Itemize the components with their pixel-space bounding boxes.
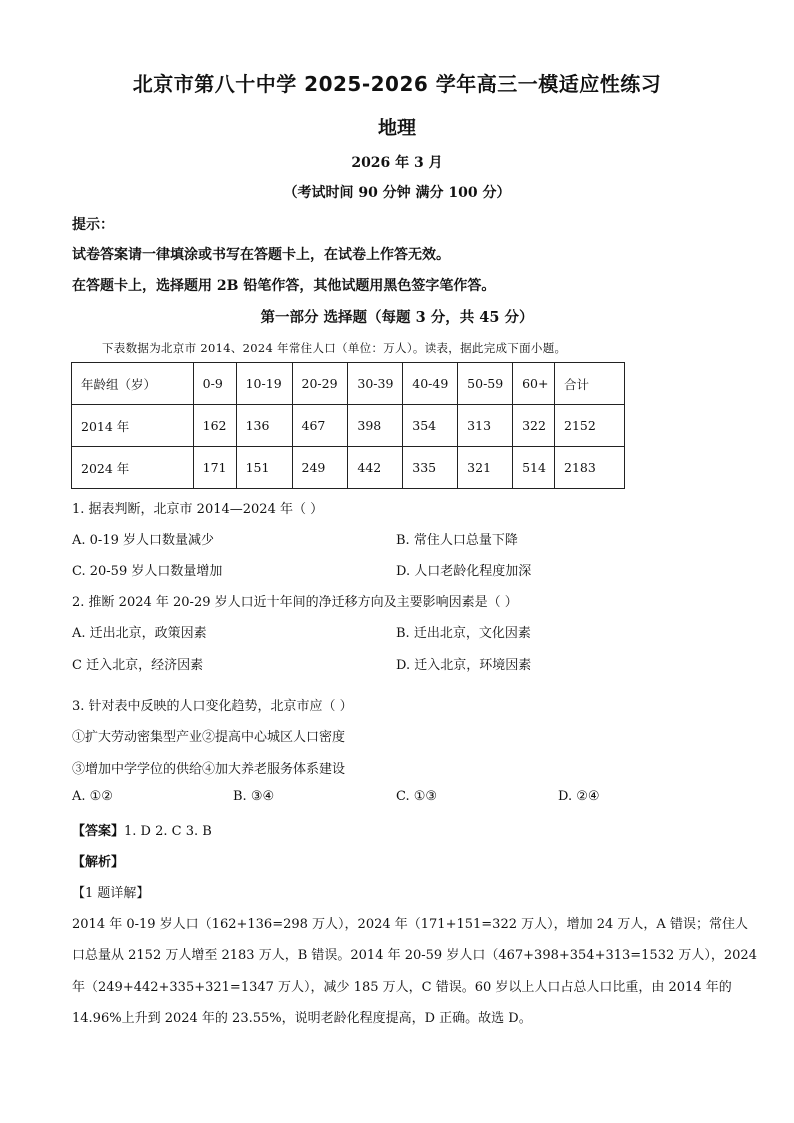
table-header-cell: 40-49: [403, 363, 458, 405]
answer-content: 1. D 2. C 3. B: [124, 824, 212, 839]
question-3-option-c: C. ①③: [396, 789, 438, 804]
question-1-stem: 1. 据表判断，北京市 2014—2024 年（ ）: [72, 502, 324, 517]
question-3-stem: 3. 针对表中反映的人口变化趋势，北京市应（ ）: [72, 699, 353, 714]
table-header-cell: 50-59: [458, 363, 513, 405]
table-cell: 321: [458, 447, 513, 489]
question-1-option-b: B. 常住人口总量下降: [396, 533, 518, 548]
table-cell: 162: [193, 405, 236, 447]
tips-line-2: 在答题卡上，选择题用 2B 铅笔作答，其他试题用黑色签字笔作答。: [72, 278, 496, 294]
table-header-cell: 合计: [555, 363, 625, 405]
question-2-option-b: B. 迁出北京，文化因素: [396, 626, 531, 641]
table-cell: 171: [193, 447, 236, 489]
table-cell: 313: [458, 405, 513, 447]
table-cell: 2024 年: [72, 447, 194, 489]
table-intro: 下表数据为北京市 2014、2024 年常住人口（单位：万人）。读表，据此完成下面小题。: [102, 341, 567, 355]
question-1-option-a: A. 0-19 岁人口数量减少: [72, 533, 214, 548]
question-2-option-c: C 迁入北京，经济因素: [72, 658, 204, 673]
detail-line: 年（249+442+335+321=1347 万人），减少 185 万人，C 错误。60 岁以上人口占总人口比重，由 2014 年的: [72, 980, 732, 995]
table-cell: 151: [236, 447, 292, 489]
tips-label: 提示：: [72, 217, 114, 233]
table-header-cell: 10-19: [236, 363, 292, 405]
table-cell: 398: [348, 405, 403, 447]
detail-label: 【1 题详解】: [72, 886, 150, 901]
question-3-option-b: B. ③④: [233, 789, 275, 804]
detail-line: 口总量从 2152 万人增至 2183 万人，B 错误。2014 年 20-59 岁人口（467+398+354+313=1532 万人），2024: [72, 948, 757, 963]
table-header-cell: 20-29: [292, 363, 348, 405]
question-1-option-d: D. 人口老龄化程度加深: [396, 564, 532, 579]
exam-time-info: （考试时间 90 分钟 满分 100 分）: [283, 185, 511, 201]
table-cell: 136: [236, 405, 292, 447]
exam-title: 北京市第八十中学 2025-2026 学年高三一模适应性练习: [132, 72, 662, 96]
question-2-stem: 2. 推断 2024 年 20-29 岁人口近十年间的净迁移方向及主要影响因素是（ ）: [72, 595, 518, 610]
question-3-option-d: D. ②④: [558, 789, 600, 804]
subject-title: 地理: [377, 117, 416, 139]
table-row: [72, 447, 625, 489]
question-1-option-c: C. 20-59 岁人口数量增加: [72, 564, 223, 579]
section-title: 第一部分 选择题（每题 3 分，共 45 分）: [260, 309, 534, 326]
table-cell: 2014 年: [72, 405, 194, 447]
analysis-label: 【解析】: [72, 855, 125, 870]
table-cell: 2152: [555, 405, 625, 447]
table-cell: 514: [513, 447, 555, 489]
table-header-cell: 0-9: [193, 363, 236, 405]
table-cell: 2183: [555, 447, 625, 489]
question-3-statements-3-4: ③增加中学学位的供给④加大养老服务体系建设: [72, 762, 346, 777]
exam-date: 2026 年 3 月: [351, 155, 443, 171]
table-cell: 467: [292, 405, 348, 447]
tips-line-1: 试卷答案请一律填涂或书写在答题卡上，在试卷上作答无效。: [72, 247, 450, 263]
answer-line: [72, 820, 212, 839]
table-header-cell: 年龄组（岁）: [72, 363, 194, 405]
table-cell: 335: [403, 447, 458, 489]
question-2-option-d: D. 迁入北京，环境因素: [396, 658, 532, 673]
detail-line: 14.96%上升到 2024 年的 23.55%，说明老龄化程度提高，D 正确。故选 D。: [72, 1011, 532, 1026]
population-table: [71, 362, 625, 489]
question-3-option-a: A. ①②: [72, 789, 113, 804]
table-cell: 442: [348, 447, 403, 489]
table-header-row: [72, 363, 625, 405]
table-row: [72, 405, 625, 447]
question-2-option-a: A. 迁出北京，政策因素: [72, 626, 207, 641]
table-cell: 354: [403, 405, 458, 447]
table-header-cell: 30-39: [348, 363, 403, 405]
table-cell: 249: [292, 447, 348, 489]
question-3-statements-1-2: ①扩大劳动密集型产业②提高中心城区人口密度: [72, 730, 346, 745]
table-cell: 322: [513, 405, 555, 447]
detail-line: 2014 年 0-19 岁人口（162+136=298 万人），2024 年（171+151=322 万人），增加 24 万人，A 错误；常住人: [72, 917, 748, 932]
answer-label: 【答案】: [72, 824, 125, 839]
table-header-cell: 60+: [513, 363, 555, 405]
